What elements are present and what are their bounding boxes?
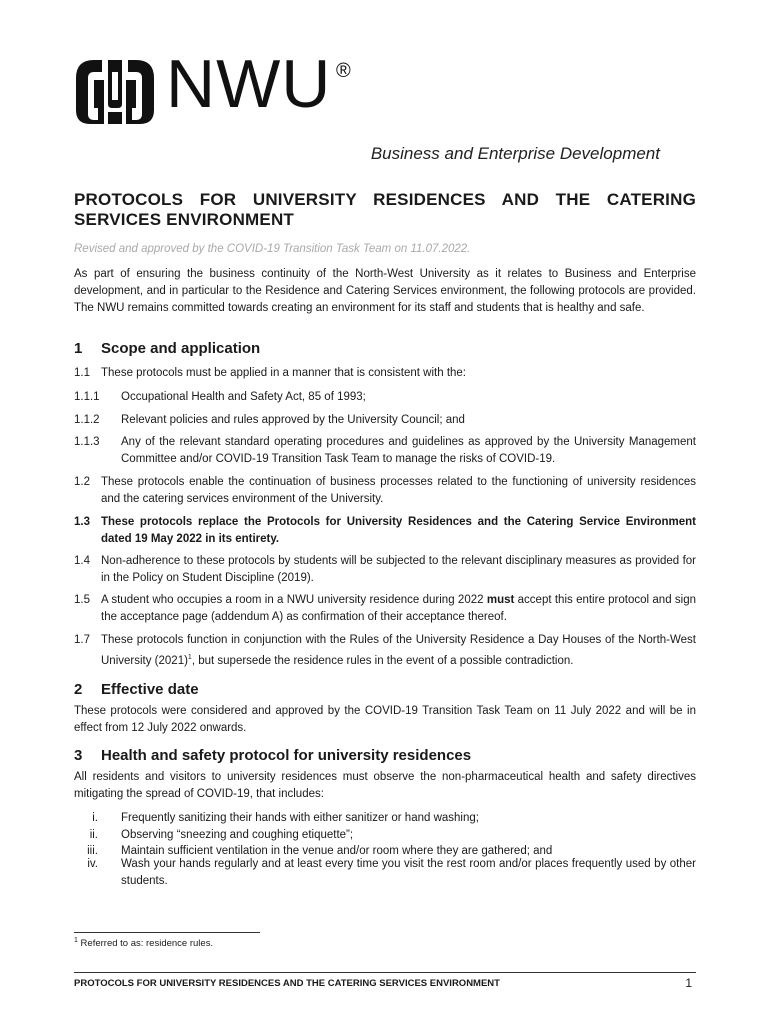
registered-mark: ®	[336, 60, 351, 82]
intro-paragraph: As part of ensuring the business continuity of the North-West University as it relates to Business and Enterprise development, and in particular to the Residence and Catering Services environment, the following protocols are provided. The NWU remains committed towards creating an environment for its staff and students that is healthy and safe.	[74, 268, 696, 314]
list-item	[74, 632, 696, 670]
footer-divider	[74, 972, 696, 973]
item-text: Non-adherence to these protocols by students will be subjected to the relevant disciplinary measures as provided for in the Policy on Student Discipline (2019).	[101, 555, 696, 584]
revision-note: Revised and approved by the COVID-19 Transition Task Team on 11.07.2022.	[74, 243, 471, 255]
item-number: 1.7	[74, 634, 90, 646]
footer-title: PROTOCOLS FOR UNIVERSITY RESIDENCES AND THE CATERING SERVICES ENVIRONMENT	[74, 978, 500, 989]
page-number: 1	[685, 976, 692, 990]
section-number: 3	[74, 747, 83, 764]
document-title: PROTOCOLS FOR UNIVERSITY RESIDENCES AND THE CATERING SERVICES ENVIRONMENT	[74, 190, 696, 229]
item-number: 1.1.2	[74, 414, 100, 426]
item-text: Maintain sufficient ventilation in the venue and/or room where they are gathered; and	[121, 845, 553, 857]
list-item	[74, 365, 696, 382]
footnote-mark: 1	[74, 937, 78, 944]
section-title: Health and safety protocol for university residences	[101, 747, 472, 764]
item-text: Wash your hands regularly and at least every time you visit the rest room and/or places frequently used by other students.	[121, 858, 696, 887]
section-3-heading	[74, 747, 471, 764]
list-item	[74, 434, 696, 468]
item-number: ii.	[89, 829, 98, 841]
section-2-text: These protocols were considered and approved by the COVID-19 Transition Task Team on 11 July 2022 and will be in effect from 12 July 2022 onwards.	[74, 705, 696, 734]
item-text: These protocols must be applied in a manner that is consistent with the:	[101, 367, 467, 379]
item-number: i.	[92, 812, 98, 824]
nwu-emblem-icon	[72, 56, 158, 124]
list-item	[74, 474, 696, 508]
footnote-ref: 1	[187, 654, 192, 661]
nwu-logo	[72, 46, 351, 124]
footnote-text: Referred to as: residence rules.	[77, 938, 214, 950]
item-number: 1.2	[74, 476, 90, 488]
section-number: 1	[74, 340, 83, 357]
item-number: 1.3	[74, 516, 90, 528]
item-text: These protocols replace the Protocols for University Residences and the Catering Service Environment dated 19 May 2022 in its entirety.	[101, 516, 696, 545]
list-item	[74, 514, 696, 548]
department-name: Business and Enterprise Development	[370, 144, 660, 163]
item-text: Observing “sneezing and coughing etiquette”;	[121, 829, 354, 841]
item-number: iii.	[87, 845, 98, 857]
section-1-heading	[74, 340, 260, 357]
item-number: 1.4	[74, 555, 90, 567]
item-text: Frequently sanitizing their hands with either sanitizer or hand washing;	[121, 812, 479, 824]
section-3-text: All residents and visitors to university residences must observe the non-pharmaceutical health and safety directives mitigating the spread of COVID-19, that includes:	[74, 771, 696, 800]
section-title: Effective date	[101, 681, 199, 698]
item-number: 1.1.1	[74, 391, 100, 403]
item-text: Relevant policies and rules approved by the University Council; and	[121, 414, 465, 426]
list-item	[74, 856, 696, 890]
footnote-divider	[74, 932, 260, 933]
item-number: 1.1	[74, 367, 90, 379]
footnote	[74, 937, 213, 949]
item-number: 1.1.3	[74, 436, 100, 448]
item-text: These protocols function in conjunction with the Rules of the University Residence a Day Houses of the North-West University $(2021)^1$, but supersede the residence rules in the event of a possible contradiction.	[101, 634, 696, 667]
item-text: These protocols enable the continuation of business processes related to the functioning of university residences and the catering services environment of the University.	[101, 476, 696, 505]
list-item	[74, 412, 696, 429]
logo-wordmark: NWU	[166, 46, 332, 122]
item-text: A student who occupies a room in a NWU university residence during 2022 must accept this entire protocol and sign the acceptance page (addendum A) as confirmation of their acceptance thereof.	[101, 594, 697, 623]
list-item	[74, 553, 696, 587]
section-number: 2	[74, 681, 83, 698]
item-number: 1.5	[74, 594, 90, 606]
item-text: Any of the relevant standard operating procedures and guidelines as approved by the University Management Committee and/or COVID-19 Transition Task Team to manage the risks of COVID-19.	[121, 436, 696, 465]
item-text: Occupational Health and Safety Act, 85 of 1993;	[121, 391, 366, 403]
section-title: Scope and application	[101, 340, 261, 357]
list-item	[74, 592, 696, 626]
item-number: iv.	[87, 858, 98, 870]
list-item	[74, 827, 696, 844]
list-item	[74, 810, 696, 827]
section-2-heading	[74, 681, 199, 698]
list-item	[74, 389, 696, 406]
